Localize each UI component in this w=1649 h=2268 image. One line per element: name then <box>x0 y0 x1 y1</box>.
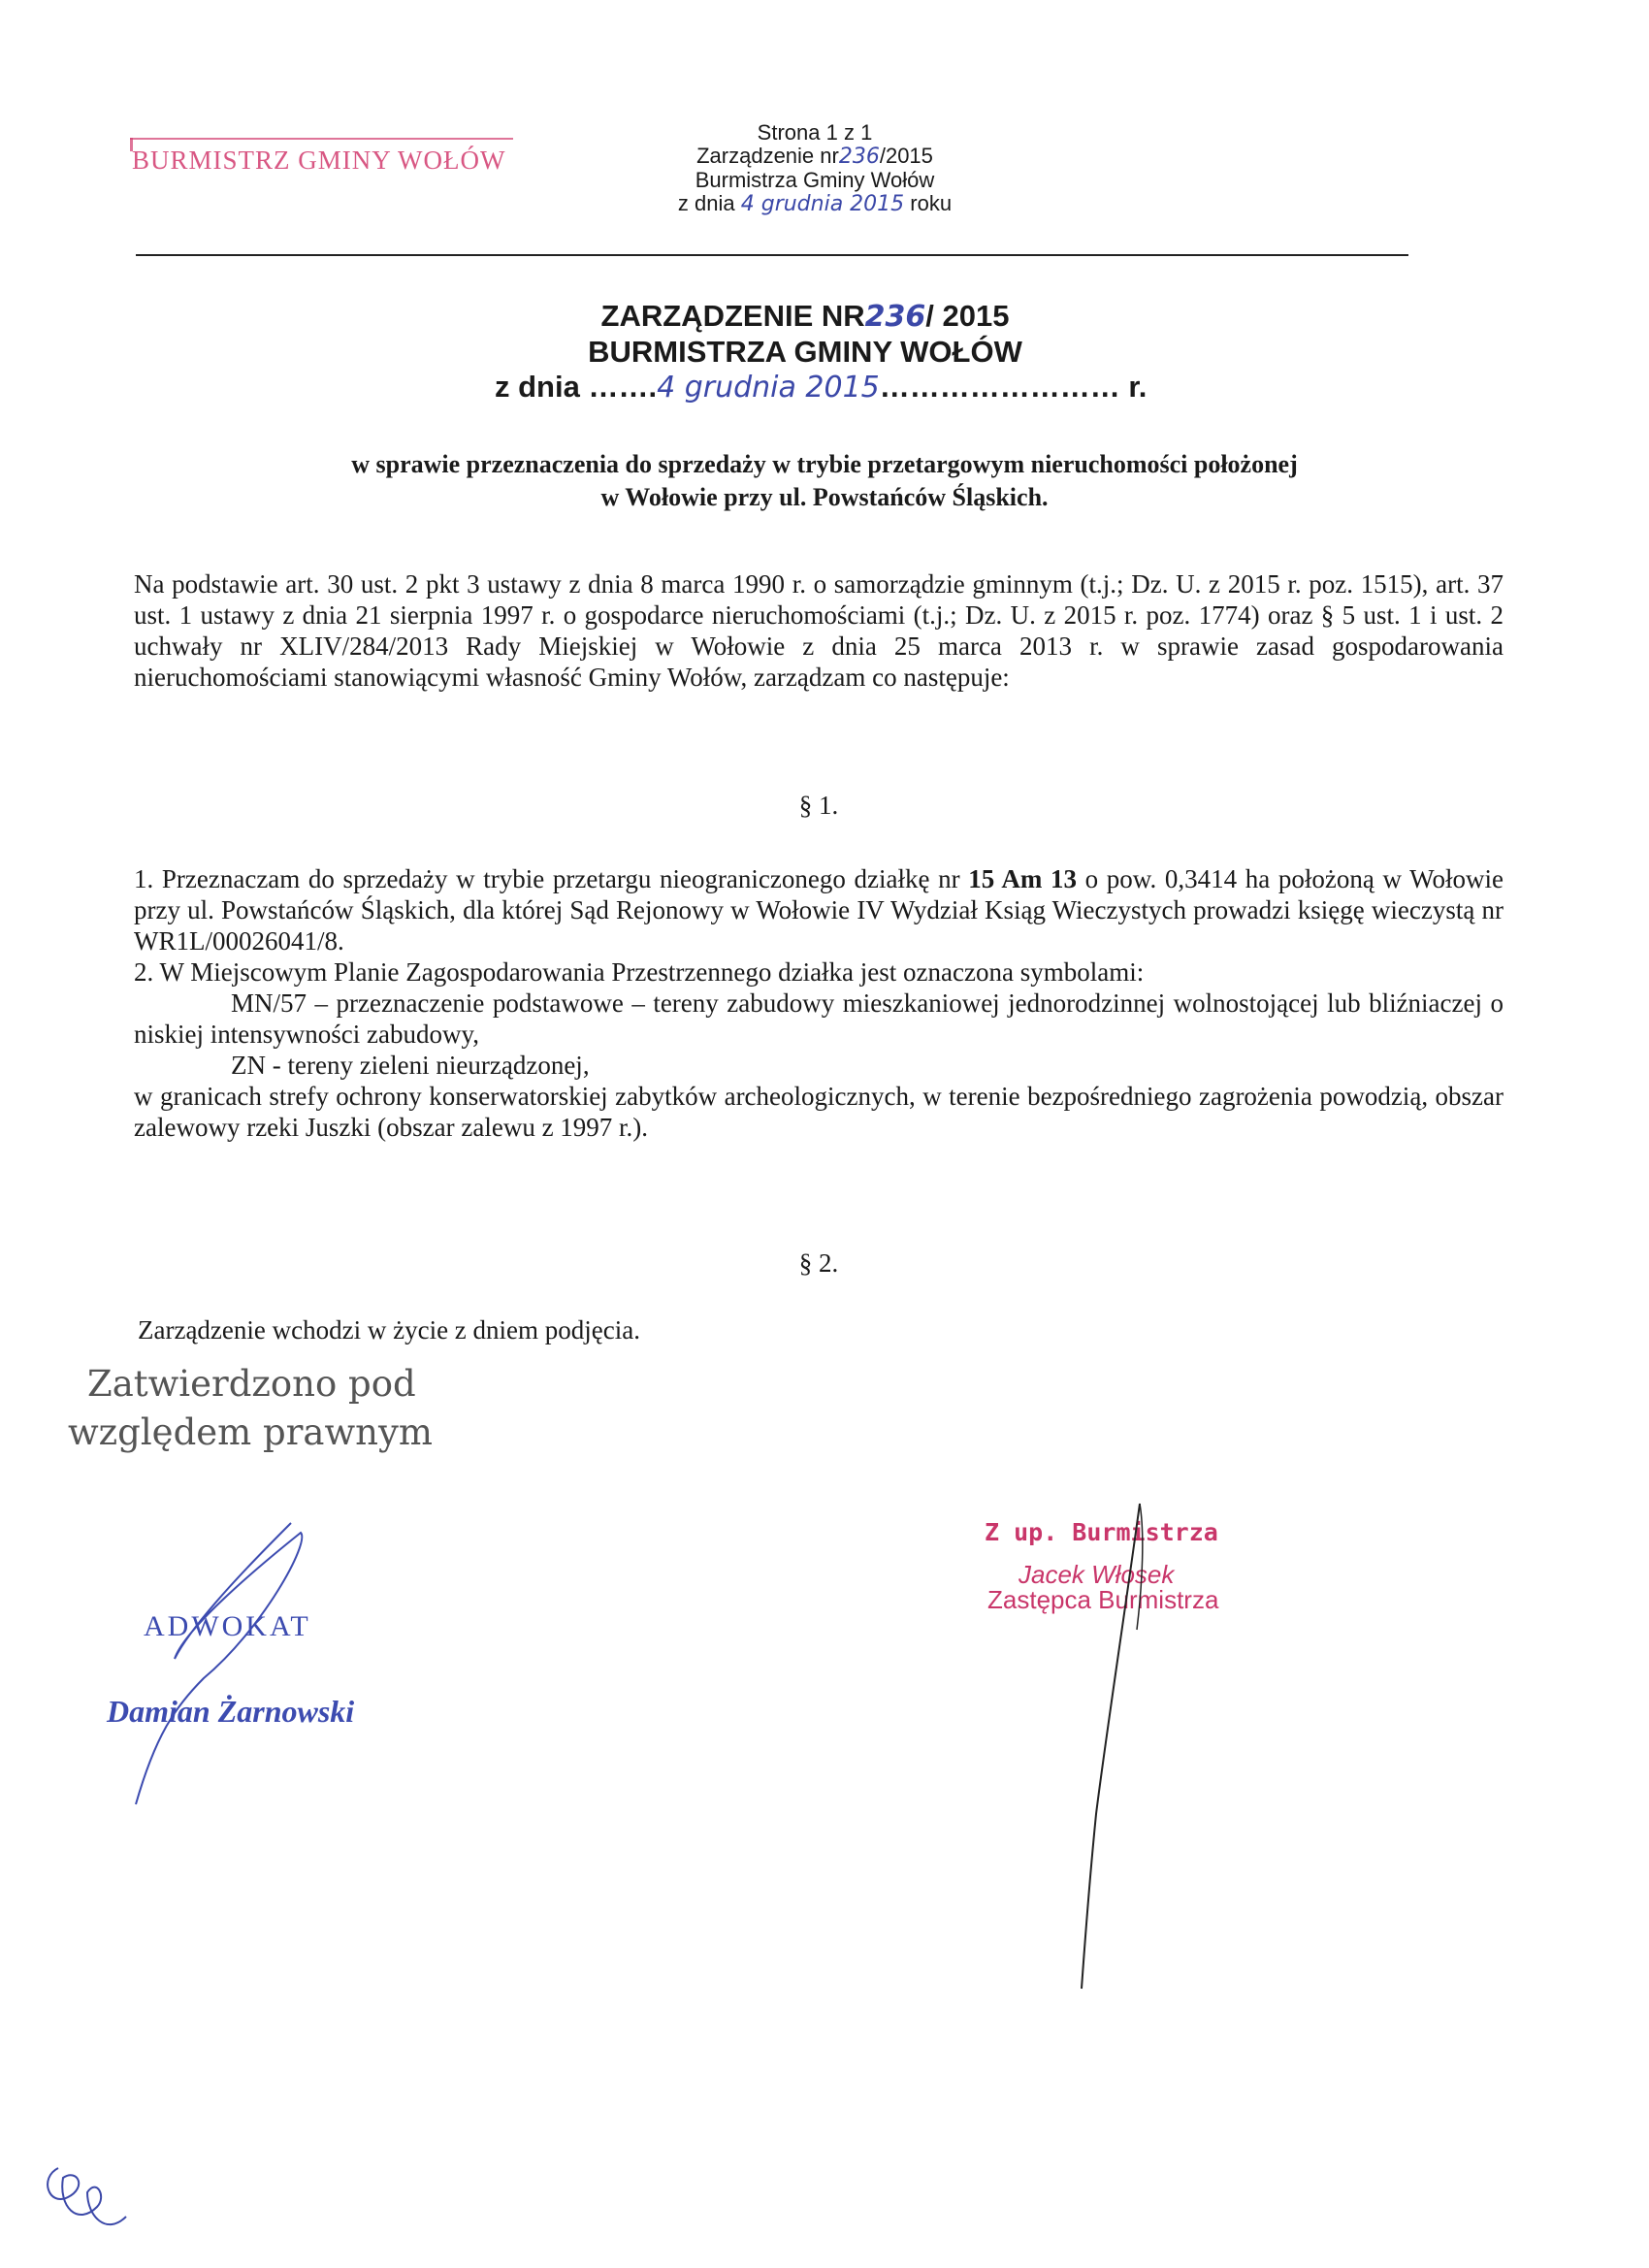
section-1-point-2: 2. W Miejscowym Planie Zagospodarowania Przestrzennego działka jest oznaczona symbolami: <box>134 957 1145 987</box>
document-header <box>621 121 1009 216</box>
title-handwritten-date: 4 grudnia 2015 <box>657 371 880 405</box>
lawyer-stamp-name: Damian Żarnowski <box>107 1694 355 1729</box>
page-counter: Strona 1 z 1 <box>757 120 873 145</box>
lawyer-signature <box>116 1513 330 1833</box>
header-rule <box>136 254 1408 256</box>
office-stamp-frame <box>130 138 513 140</box>
deputy-mayor-signature <box>1048 1494 1164 1998</box>
header-issuer: Burmistrza Gminy Wołów <box>695 168 935 192</box>
title-line-2: BURMISTRZA GMINY WOŁÓW <box>588 335 1022 369</box>
official-stamp-title: Zastępca Burmistrza <box>987 1585 1219 1614</box>
section-1-symbol-mn57: MN/57 – przeznaczenie podstawowe – tereny zabudowy mieszkaniowej jednorodzinnej wolnostojącej lub bliźniaczej o niskiej intensywności zabudowy, <box>134 988 1504 1049</box>
section-1-symbol-zn: ZN - tereny zieleni nieurządzonej, <box>231 1051 590 1080</box>
official-stamp-name: Jacek Włosek <box>1018 1560 1175 1589</box>
lawyer-stamp-title: ADWOKAT <box>144 1610 311 1642</box>
office-stamp: BURMISTRZ GMINY WOŁÓW <box>132 146 506 175</box>
section-2-heading: § 2. <box>798 1248 839 1278</box>
section-2-text: Zarządzenie wchodzi w życie z dniem podjęcia. <box>138 1315 640 1345</box>
preamble: Na podstawie art. 30 ust. 2 pkt 3 ustawy z dnia 8 marca 1990 r. o samorządzie gminnym (t.j.; Dz. U. z 2015 r. poz. 1515), art. 37 ust. 1 ustawy z dnia 21 sierpnia 1997 r. o gospodarce nieruchomościami (t.j.; Dz. U. z 2015 r. poz. 1774) oraz § 5 ust. 1 i ust. 2 uchwały nr XLIV/284/2013 Rady Miejskiej w Wołowie z dnia 25 marca 2013 r. w sprawie zasad gospodarowania nieruchomościami stanowiącymi własność Gminy Wołów, zarządzam co następuje: <box>134 569 1504 692</box>
section-1-body <box>134 863 1504 1143</box>
section-1-restrictions: w granicach strefy ochrony konserwatorskiej zabytków archeologicznych, w terenie bezpośredniego zagrożenia powodzią, obszar zalewowy rzeki Juszki (obszar zalewu z 1997 r.). <box>134 1082 1504 1142</box>
title-handwritten-number: 236 <box>864 300 926 334</box>
handwritten-date: 4 grudnia 2015 <box>740 192 905 216</box>
header-order-number: Zarządzenie nr236/2015 <box>696 144 933 169</box>
initials-mark <box>29 2149 146 2255</box>
parcel-number: 15 Am 13 <box>968 864 1078 893</box>
handwritten-number: 236 <box>838 145 880 169</box>
title-line-1: ZARZĄDZENIE NR236/ 2015 <box>600 299 1010 334</box>
document-title <box>436 299 1174 405</box>
section-1-heading: § 1. <box>798 791 839 820</box>
title-line-3: z dnia …….4 grudnia 2015…………………… r. <box>495 370 1148 405</box>
header-date: z dnia 4 grudnia 2015 roku <box>677 191 953 216</box>
document-subject: w sprawie przeznaczenia do sprzedaży w trybie przetargowym nieruchomości położonej w Wołowie przy ul. Powstańców Śląskich. <box>351 450 1298 511</box>
legal-approval-stamp: Zatwierdzono pod względem prawnym <box>68 1363 433 1453</box>
section-1-point-1: 1. Przeznaczam do sprzedaży w trybie przetargu nieograniczonego działkę nr 15 Am 13 o pow. 0,3414 ha położoną w Wołowie przy ul. Powstańców Śląskich, dla której Sąd Rejonowy w Wołowie IV Wydział Ksiąg Wieczystych prowadzi księgę wieczystą nr WR1L/00026041/8. <box>134 864 1504 956</box>
official-stamp-authorization: Z up. Burmistrza <box>985 1518 1218 1546</box>
